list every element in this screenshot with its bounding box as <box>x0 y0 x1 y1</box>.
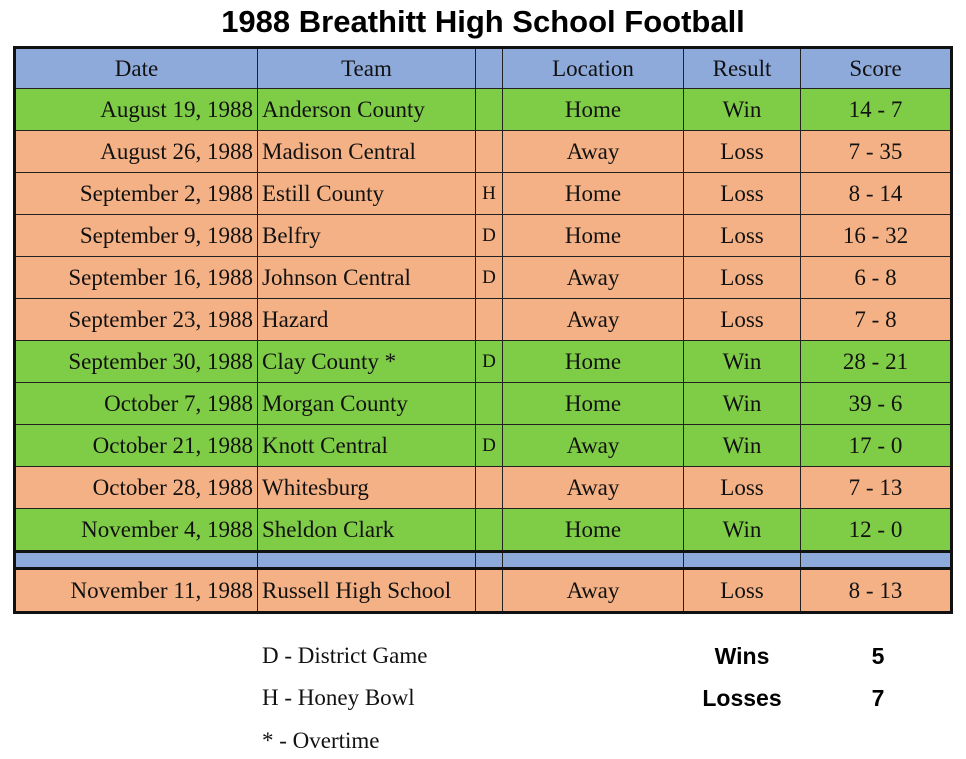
game-date: September 9, 1988 <box>15 215 258 257</box>
game-location: Home <box>503 383 684 425</box>
header-location: Location <box>503 48 684 89</box>
game-date: September 2, 1988 <box>15 173 258 215</box>
header-result: Result <box>684 48 801 89</box>
game-date: September 16, 1988 <box>15 257 258 299</box>
game-score: 7 - 8 <box>801 299 952 341</box>
wins-value: 5 <box>871 643 885 669</box>
game-result: Win <box>684 89 801 131</box>
game-score: 16 - 32 <box>801 215 952 257</box>
page-title: 1988 Breathitt High School Football <box>221 4 745 39</box>
game-location: Home <box>503 215 684 257</box>
game-score: 8 - 13 <box>801 569 952 613</box>
game-team: Morgan County <box>258 383 476 425</box>
game-row <box>15 89 952 131</box>
game-team: Madison Central <box>258 131 476 173</box>
game-result: Loss <box>684 257 801 299</box>
game-score: 39 - 6 <box>801 383 952 425</box>
game-date: September 23, 1988 <box>15 299 258 341</box>
game-result: Win <box>684 509 801 552</box>
game-mark: H <box>476 173 503 215</box>
game-row <box>15 257 952 299</box>
game-mark <box>476 89 503 131</box>
game-mark <box>476 299 503 341</box>
game-score: 8 - 14 <box>801 173 952 215</box>
schedule-body <box>15 89 952 552</box>
game-team: Whitesburg <box>258 467 476 509</box>
game-location: Home <box>503 89 684 131</box>
game-score: 7 - 13 <box>801 467 952 509</box>
header-score: Score <box>801 48 952 89</box>
game-score: 12 - 0 <box>801 509 952 552</box>
game-score: 28 - 21 <box>801 341 952 383</box>
game-location: Away <box>503 131 684 173</box>
game-date: September 30, 1988 <box>15 341 258 383</box>
game-location: Away <box>503 425 684 467</box>
game-row <box>15 509 952 552</box>
header-team: Team <box>258 48 476 89</box>
game-date: November 11, 1988 <box>15 569 258 613</box>
game-date: October 21, 1988 <box>15 425 258 467</box>
losses-value: 7 <box>871 685 885 711</box>
game-row <box>15 299 952 341</box>
game-mark <box>476 569 503 613</box>
header-date: Date <box>15 48 258 89</box>
game-row <box>15 467 952 509</box>
game-row <box>15 341 952 383</box>
game-result: Loss <box>684 173 801 215</box>
table-header-row <box>15 48 952 89</box>
losses-label: Losses <box>702 685 782 711</box>
game-location: Home <box>503 341 684 383</box>
game-score: 14 - 7 <box>801 89 952 131</box>
game-team: Russell High School <box>258 569 476 613</box>
game-row <box>15 173 952 215</box>
header-mark <box>476 48 503 89</box>
playoff-body <box>15 569 952 613</box>
game-mark: D <box>476 341 503 383</box>
game-result: Loss <box>684 131 801 173</box>
game-mark <box>476 383 503 425</box>
game-score: 17 - 0 <box>801 425 952 467</box>
game-result: Win <box>684 383 801 425</box>
game-location: Away <box>503 569 684 613</box>
game-team: Estill County <box>258 173 476 215</box>
game-location: Home <box>503 509 684 552</box>
game-mark <box>476 509 503 552</box>
wins-label: Wins <box>714 643 770 669</box>
game-row <box>15 215 952 257</box>
game-team: Anderson County <box>258 89 476 131</box>
game-result: Loss <box>684 215 801 257</box>
game-team: Hazard <box>258 299 476 341</box>
game-location: Away <box>503 467 684 509</box>
game-row <box>15 383 952 425</box>
game-team: Belfry <box>258 215 476 257</box>
game-location: Away <box>503 257 684 299</box>
game-date: November 4, 1988 <box>15 509 258 552</box>
game-date: October 7, 1988 <box>15 383 258 425</box>
game-result: Loss <box>684 569 801 613</box>
game-date: August 19, 1988 <box>15 89 258 131</box>
game-mark <box>476 467 503 509</box>
game-location: Away <box>503 299 684 341</box>
game-result: Win <box>684 341 801 383</box>
game-team: Johnson Central <box>258 257 476 299</box>
game-team: Sheldon Clark <box>258 509 476 552</box>
game-result: Loss <box>684 467 801 509</box>
game-date: August 26, 1988 <box>15 131 258 173</box>
legend-overtime: * - Overtime <box>262 728 380 753</box>
game-row <box>15 569 952 613</box>
game-result: Win <box>684 425 801 467</box>
game-score: 6 - 8 <box>801 257 952 299</box>
game-result: Loss <box>684 299 801 341</box>
schedule-table <box>13 46 953 614</box>
game-team: Clay County * <box>258 341 476 383</box>
legend-district: D - District Game <box>262 643 428 668</box>
game-row <box>15 425 952 467</box>
game-team: Knott Central <box>258 425 476 467</box>
game-location: Home <box>503 173 684 215</box>
separator-row <box>15 552 952 569</box>
game-mark: D <box>476 215 503 257</box>
legend-honey-bowl: H - Honey Bowl <box>262 685 415 710</box>
game-mark <box>476 131 503 173</box>
game-date: October 28, 1988 <box>15 467 258 509</box>
game-mark: D <box>476 257 503 299</box>
game-row <box>15 131 952 173</box>
game-score: 7 - 35 <box>801 131 952 173</box>
game-mark: D <box>476 425 503 467</box>
